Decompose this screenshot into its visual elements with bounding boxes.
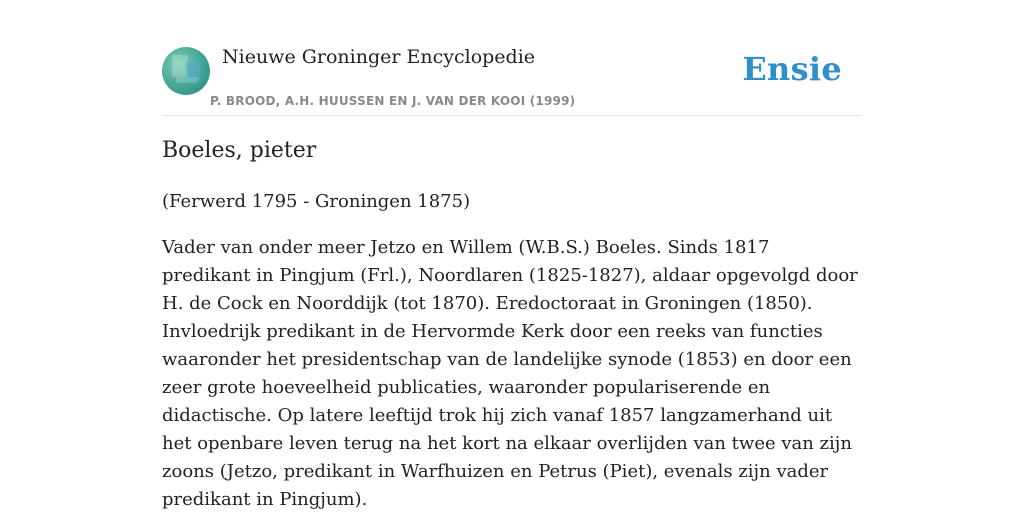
ensie-logo[interactable]: Ensie bbox=[742, 50, 842, 88]
book-title[interactable]: Nieuwe Groninger Encyclopedie bbox=[222, 46, 536, 68]
header-divider bbox=[162, 115, 862, 116]
entry-body: Vader van onder meer Jetzo en Willem (W.B.S.) Boeles. Sinds 1817 predikant in Pingjum (Frl.), Noordlaren (1825-1827), aldaar opgevolgd door H. de Cock en Noorddijk (tot 1870). Eredoctoraat in Groningen (1850). Invloedrijk predikant in de Hervormde Kerk door een reeks van functies waaronder het presidentschap van de landelijke synode (1853) en door een zeer grote hoeveelheid publicaties, waaronder populariserende en didactische. Op latere leeftijd trok hij zich vanaf 1857 langzamerhand uit het openbare leven terug na het kort na elkaar overlijden van twee van zijn zoons (Jetzo, predikant in Warfhuizen en Petrus (Piet), evenals zijn vader predikant in Pingjum). bbox=[162, 237, 858, 510]
book-authors: P. BROOD, A.H. HUUSSEN EN J. VAN DER KOOI (1999) bbox=[210, 94, 576, 108]
book-cover-icon[interactable] bbox=[162, 47, 210, 95]
entry-title: Boeles, pieter bbox=[162, 138, 317, 163]
entry-lifespan: (Ferwerd 1795 - Groningen 1875) bbox=[162, 191, 471, 212]
source-header bbox=[162, 44, 862, 116]
entry-content bbox=[162, 138, 862, 514]
